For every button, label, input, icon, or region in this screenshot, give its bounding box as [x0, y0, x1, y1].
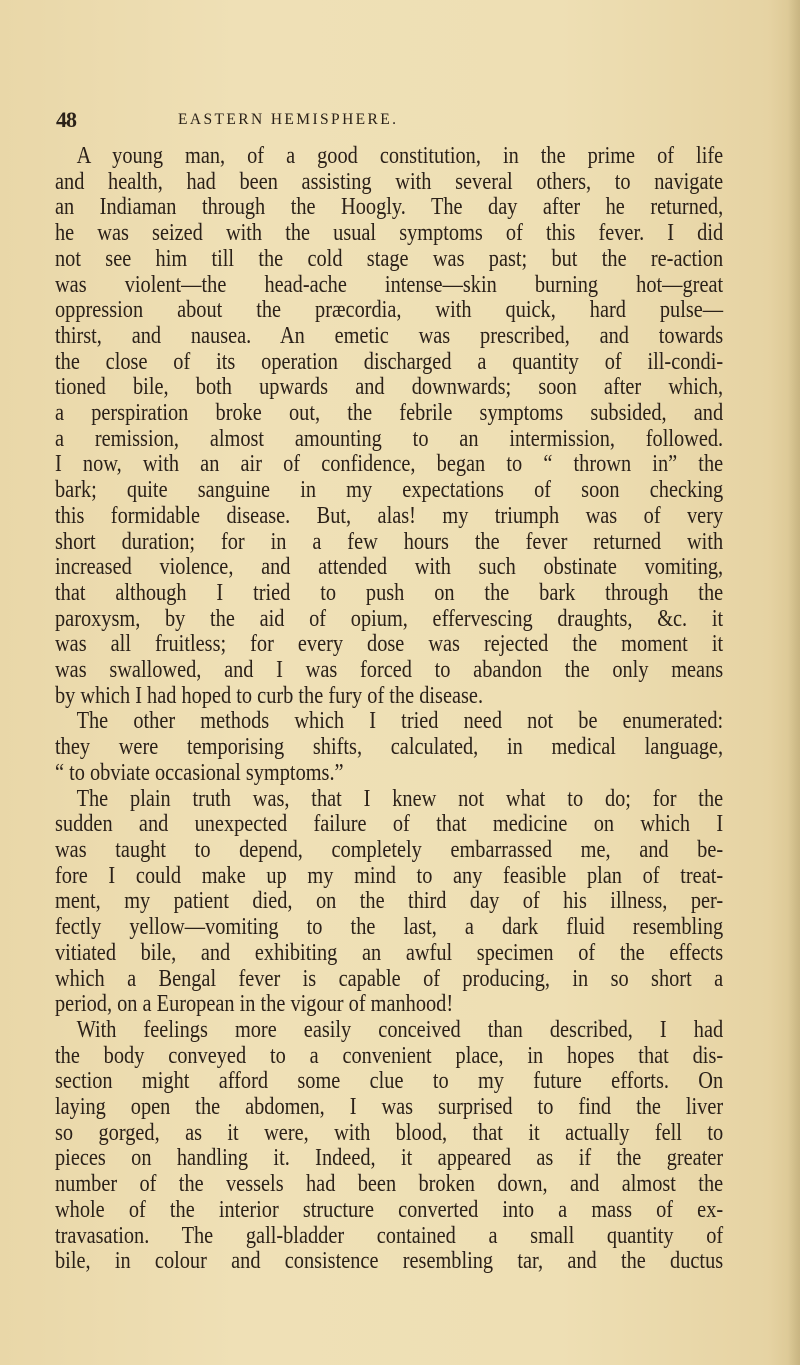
text-line: was all fruitless; for every dose was rejected the moment it	[55, 630, 724, 658]
text-line: The other methods which I tried need not be enumerated:	[76, 707, 724, 735]
text-line: fore I could make up my mind to any feasible plan of treat-	[55, 861, 724, 889]
page-gutter-shadow	[788, 0, 800, 1365]
text-line: section might afford some clue to my future efforts. On	[55, 1067, 724, 1095]
text-line: the body conveyed to a convenient place, in hopes that dis-	[55, 1041, 724, 1069]
page-header	[56, 107, 476, 137]
text-line: and health, had been assisting with several others, to navigate	[55, 167, 724, 195]
text-line: the close of its operation discharged a quantity of ill-condi-	[55, 347, 724, 375]
text-line: sudden and unexpected failure of that medicine on which I	[55, 810, 724, 838]
text-line: short duration; for in a few hours the fever returned with	[55, 527, 724, 555]
text-line: which a Bengal fever is capable of producing, in so short a	[55, 964, 724, 992]
text-line: ment, my patient died, on the third day of his illness, per-	[55, 887, 724, 915]
text-line: paroxysm, by the aid of opium, effervescing draughts, &c. it	[55, 604, 724, 632]
text-line: an Indiaman through the Hoogly. The day after he returned,	[55, 193, 724, 221]
text-line: was swallowed, and I was forced to abandon the only means	[55, 656, 724, 684]
text-line: fectly yellow—vomiting to the last, a dark fluid resembling	[55, 913, 724, 941]
text-line: The plain truth was, that I knew not what to do; for the	[76, 784, 724, 812]
text-line: With feelings more easily conceived than described, I had	[76, 1015, 724, 1043]
text-line: bile, in colour and consistence resembling tar, and the ductus	[55, 1247, 724, 1275]
text-line: a remission, almost amounting to an intermission, followed.	[55, 424, 724, 452]
text-line: thirst, and nausea. An emetic was prescribed, and towards	[55, 321, 724, 349]
text-line: he was seized with the usual symptoms of this fever. I did	[55, 219, 724, 247]
running-head: EASTERN HEMISPHERE.	[178, 111, 399, 128]
text-line: pieces on handling it. Indeed, it appeared as if the greater	[55, 1144, 724, 1172]
paragraph	[55, 786, 723, 1017]
text-line: not see him till the cold stage was past; but the re-action	[55, 244, 724, 272]
text-line: was violent—the head-ache intense—skin burning hot—great	[55, 270, 724, 298]
paragraph	[55, 1017, 723, 1274]
text-line: bark; quite sanguine in my expectations of soon checking	[55, 476, 724, 504]
text-line: travasation. The gall-bladder contained a small quantity of	[55, 1221, 724, 1249]
text-line: by which I had hoped to curb the fury of the disease.	[55, 681, 484, 709]
text-line: increased violence, and attended with such obstinate vomiting,	[55, 553, 724, 581]
text-line: they were temporising shifts, calculated, in medical language,	[55, 733, 724, 761]
text-line: period, on a European in the vigour of manhood!	[55, 990, 454, 1018]
text-line: was taught to depend, completely embarrassed me, and be-	[55, 835, 724, 863]
paragraph	[55, 708, 723, 785]
text-line: a perspiration broke out, the febrile symptoms subsided, and	[55, 399, 724, 427]
text-line: I now, with an air of confidence, began to “ thrown in” the	[55, 450, 724, 478]
text-line: oppression about the præcordia, with quick, hard pulse—	[55, 296, 724, 324]
text-line: tioned bile, both upwards and downwards; soon after which,	[55, 373, 724, 401]
text-line: “ to obviate occasional symptoms.”	[55, 758, 344, 786]
text-line: this formidable disease. But, alas! my triumph was of very	[55, 501, 724, 529]
text-line: so gorged, as it were, with blood, that it actually fell to	[55, 1118, 724, 1146]
paragraph	[55, 143, 723, 708]
body-text	[55, 143, 723, 1274]
page-number: 48	[56, 107, 76, 132]
text-line: that although I tried to push on the bark through the	[55, 578, 724, 606]
text-line: A young man, of a good constitution, in the prime of life	[76, 142, 724, 169]
text-line: whole of the interior structure converted into a mass of ex-	[55, 1195, 724, 1223]
text-line: laying open the abdomen, I was surprised to find the liver	[55, 1093, 724, 1121]
text-line: number of the vessels had been broken down, and almost the	[55, 1170, 724, 1198]
text-line: vitiated bile, and exhibiting an awful specimen of the effects	[55, 938, 724, 966]
